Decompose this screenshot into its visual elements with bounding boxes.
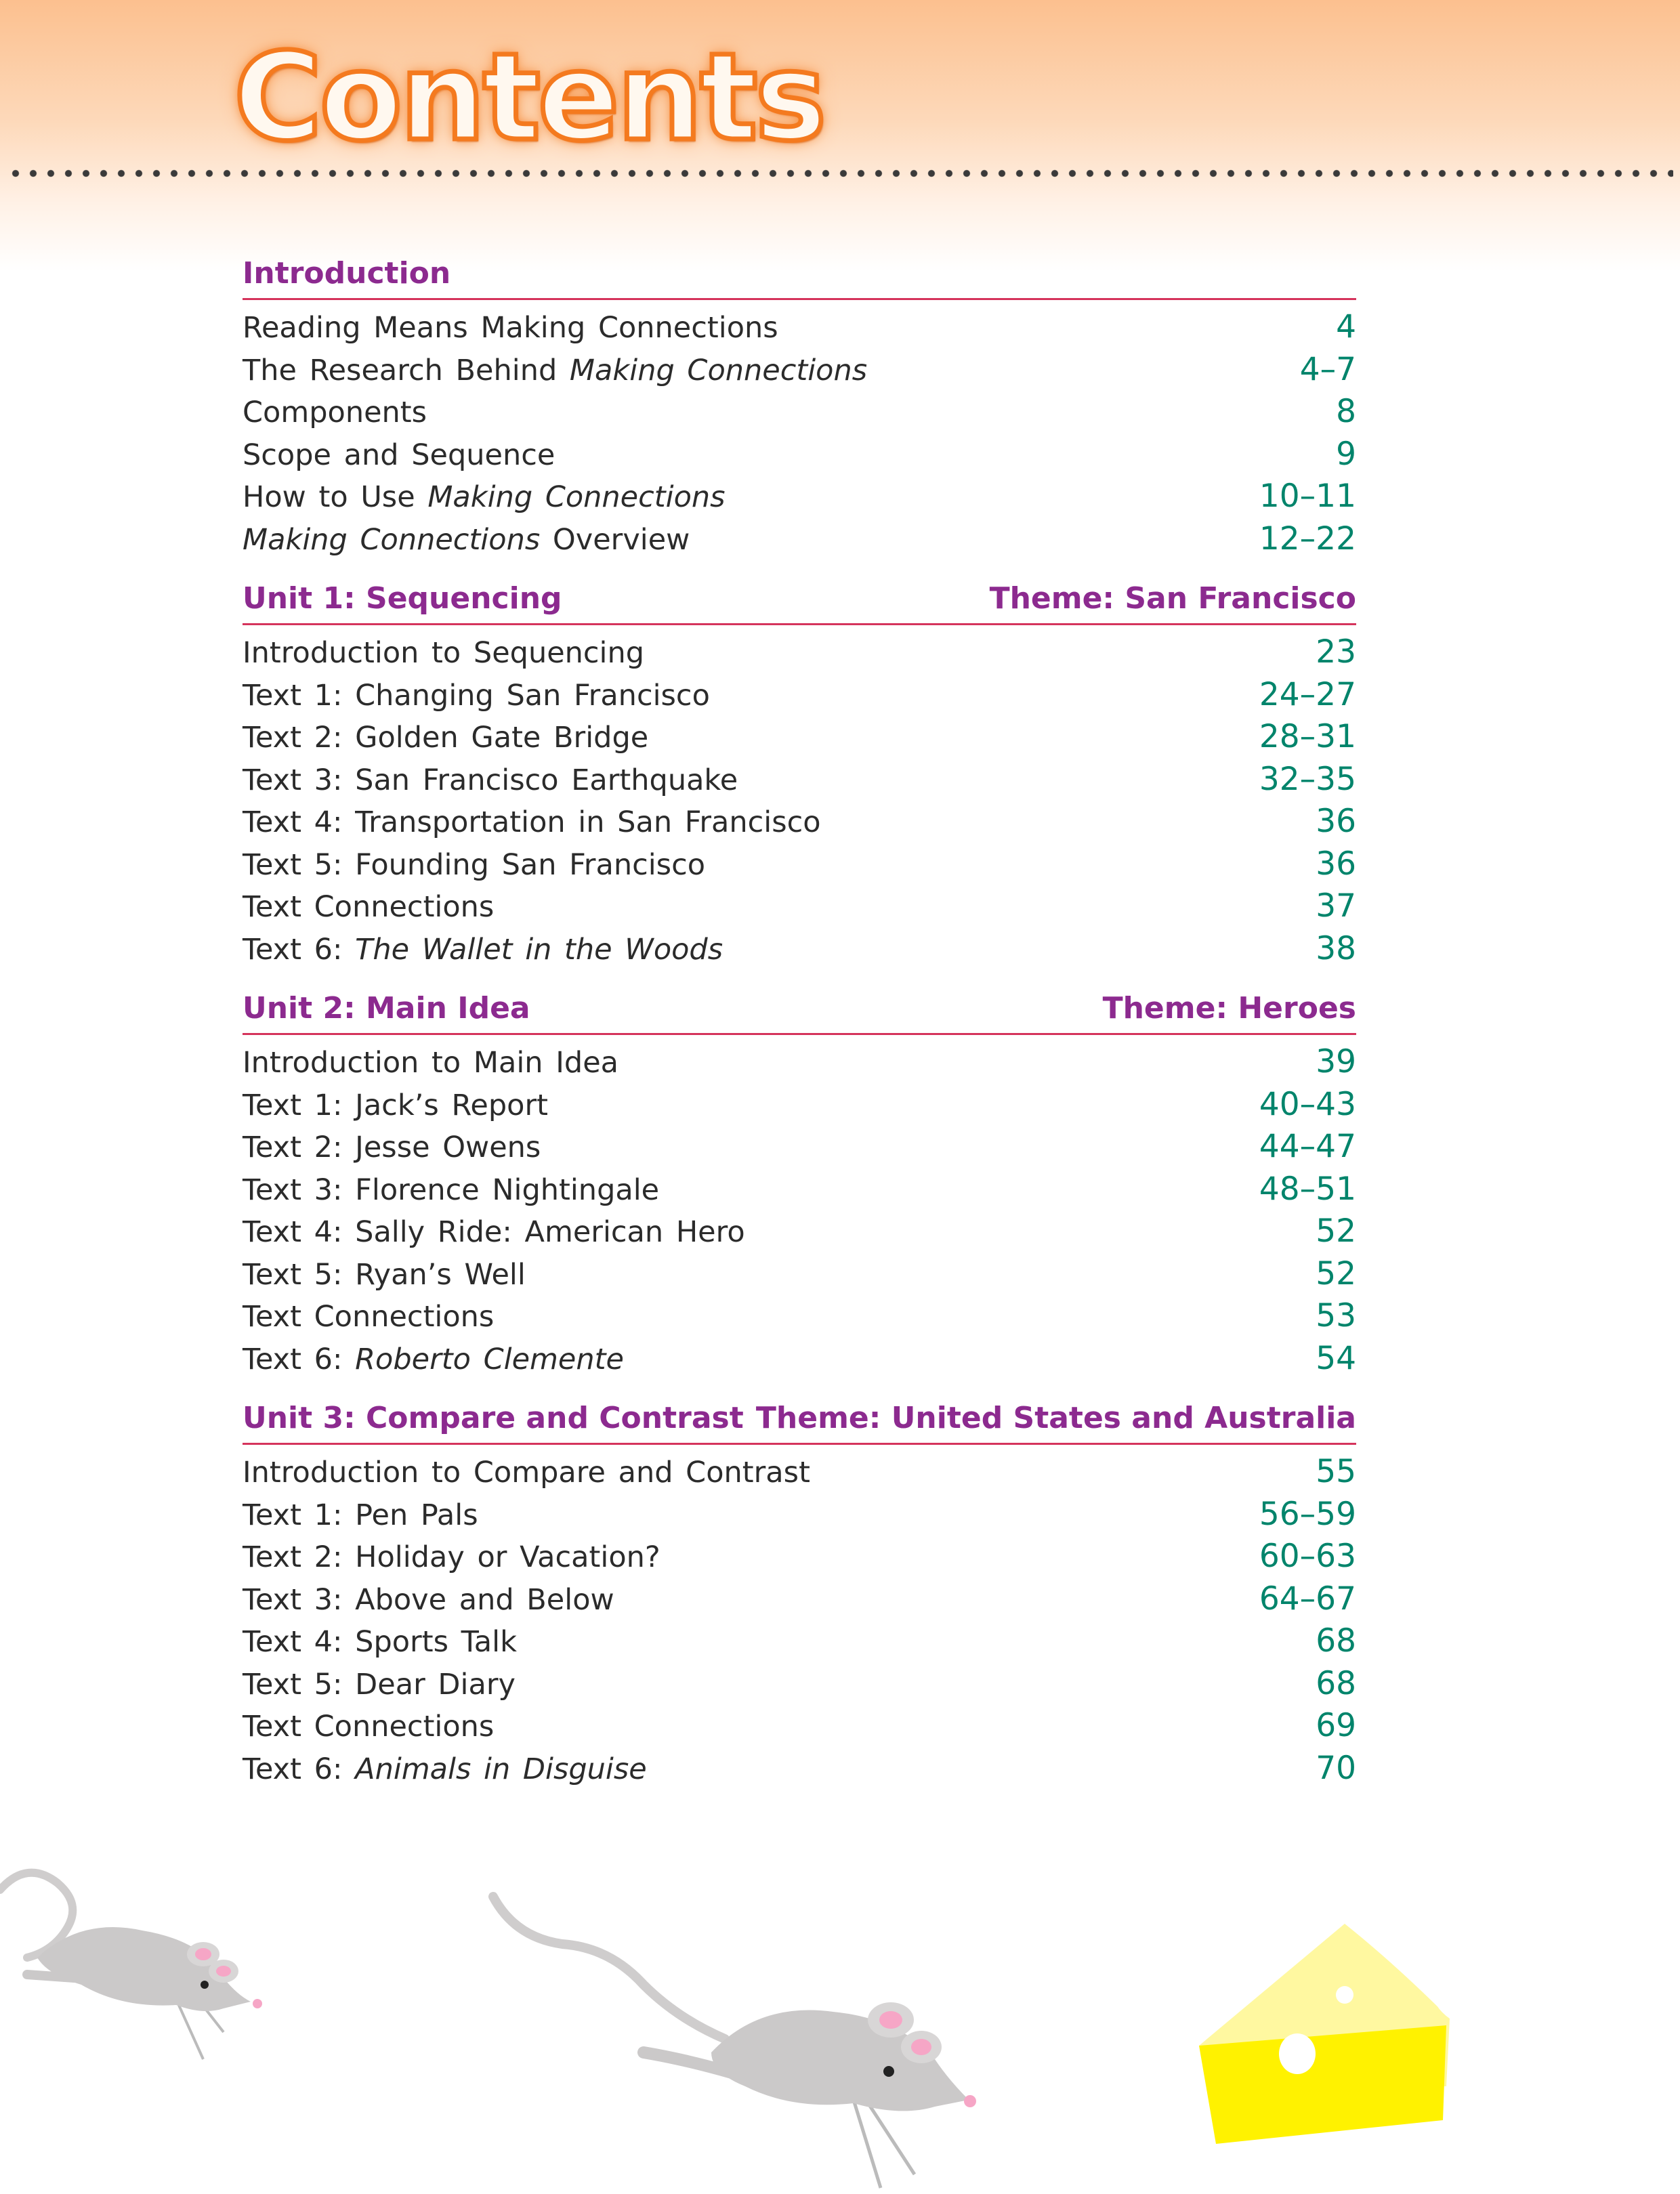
entry-title bbox=[243, 523, 690, 557]
toc-entry bbox=[243, 1297, 1356, 1340]
page-number: 44–47 bbox=[1259, 1128, 1356, 1165]
entry-title bbox=[243, 763, 738, 797]
entry-title-pre: Scope and Sequence bbox=[243, 438, 555, 472]
section-heading bbox=[243, 249, 1356, 300]
section-heading bbox=[243, 1394, 1356, 1445]
toc-entry bbox=[243, 887, 1356, 930]
entry-title bbox=[243, 848, 705, 882]
entry-title bbox=[243, 1343, 624, 1376]
entry-title bbox=[243, 721, 648, 755]
entry-title-pre: Text 6: bbox=[243, 1752, 356, 1786]
toc-entry bbox=[243, 351, 1356, 394]
entry-title bbox=[243, 1498, 478, 1532]
entry-title bbox=[243, 890, 494, 924]
toc-entry bbox=[243, 1255, 1356, 1298]
mouse-small-icon bbox=[0, 1873, 262, 2059]
page-number: 70 bbox=[1316, 1749, 1356, 1787]
entry-title bbox=[243, 1215, 745, 1249]
entry-title bbox=[243, 1540, 660, 1574]
entry-title bbox=[243, 1710, 494, 1744]
toc-entry bbox=[243, 478, 1356, 520]
toc-entry bbox=[243, 803, 1356, 845]
toc-entry bbox=[243, 1128, 1356, 1170]
toc-entry bbox=[243, 308, 1356, 351]
entry-title bbox=[243, 396, 427, 429]
entry-title bbox=[243, 805, 821, 839]
entry-title-pre: Text 5: Dear Diary bbox=[243, 1667, 516, 1702]
page-number: 4 bbox=[1336, 308, 1356, 345]
entry-title-pre: Text Connections bbox=[243, 1710, 495, 1744]
section-theme: Theme: San Francisco bbox=[989, 581, 1356, 616]
entry-title-pre: Text 3: San Francisco Earthquake bbox=[243, 763, 738, 797]
entry-title-pre: The Research Behind bbox=[243, 353, 570, 387]
page-number: 12–22 bbox=[1259, 520, 1356, 557]
entry-title-pre: Text 4: Sally Ride: American Hero bbox=[243, 1215, 745, 1249]
toc-entry bbox=[243, 1750, 1356, 1792]
entry-title bbox=[243, 1046, 618, 1080]
entry-list bbox=[243, 1445, 1356, 1804]
page-number: 52 bbox=[1316, 1254, 1356, 1292]
entry-title-it: Making Connections bbox=[243, 522, 541, 557]
entry-title-pre: Text Connections bbox=[243, 1300, 495, 1334]
entry-title bbox=[243, 354, 867, 387]
toc-entry bbox=[243, 436, 1356, 478]
entry-title bbox=[243, 1668, 516, 1702]
entry-title bbox=[243, 1625, 517, 1659]
entry-title-pre: Text Connections bbox=[243, 890, 495, 924]
entry-title-pre: Text 3: Florence Nightingale bbox=[243, 1173, 660, 1207]
page-number: 38 bbox=[1316, 929, 1356, 967]
toc-entry bbox=[243, 1496, 1356, 1538]
page-title: Contents bbox=[234, 27, 824, 167]
entry-title bbox=[243, 1173, 659, 1207]
toc-entry bbox=[243, 1043, 1356, 1086]
toc-entry bbox=[243, 1453, 1356, 1496]
toc-entry bbox=[243, 520, 1356, 563]
toc-entry bbox=[243, 761, 1356, 803]
section-title: Unit 1: Sequencing bbox=[243, 581, 562, 616]
section-heading bbox=[243, 574, 1356, 625]
entry-list bbox=[243, 300, 1356, 574]
entry-title-pre: Text 5: Founding San Francisco bbox=[243, 847, 706, 882]
page-number: 8 bbox=[1336, 393, 1356, 430]
entry-title-pre: Text 6: bbox=[243, 932, 356, 967]
toc-entry bbox=[243, 1086, 1356, 1128]
toc-entry bbox=[243, 1538, 1356, 1580]
entry-title-pre: Reading Means Making Connections bbox=[243, 311, 778, 345]
entry-title-pre: Text 2: Golden Gate Bridge bbox=[243, 721, 649, 755]
entry-title-pre: Text 1: Changing San Francisco bbox=[243, 678, 710, 713]
entry-title-pre: How to Use bbox=[243, 480, 428, 514]
section-title: Unit 2: Main Idea bbox=[243, 991, 530, 1026]
entry-title bbox=[243, 1131, 541, 1164]
page-number: 64–67 bbox=[1259, 1580, 1356, 1618]
section-title: Unit 3: Compare and Contrast bbox=[243, 1401, 744, 1435]
entry-title bbox=[243, 636, 644, 670]
entry-title-pre: Introduction to Main Idea bbox=[243, 1046, 618, 1080]
section-title: Introduction bbox=[243, 256, 451, 291]
toc-entry bbox=[243, 1170, 1356, 1213]
entry-title-pre: Text 2: Holiday or Vacation? bbox=[243, 1540, 660, 1574]
entry-title-pre: Introduction to Compare and Contrast bbox=[243, 1456, 810, 1490]
entry-title-pre: Text 5: Ryan’s Well bbox=[243, 1257, 526, 1292]
page-number: 52 bbox=[1316, 1212, 1356, 1250]
entry-title-pre: Text 3: Above and Below bbox=[243, 1582, 614, 1617]
entry-title-it: Roberto Clemente bbox=[355, 1342, 624, 1376]
page-number: 68 bbox=[1316, 1622, 1356, 1660]
entry-title-it: Animals in Disguise bbox=[355, 1752, 647, 1786]
toc-entry bbox=[243, 1212, 1356, 1255]
entry-title-it: The Wallet in the Woods bbox=[355, 932, 723, 967]
toc-entry bbox=[243, 845, 1356, 888]
entry-title-it: Making Connections bbox=[427, 480, 726, 514]
toc-entry bbox=[243, 930, 1356, 973]
dotted-divider bbox=[7, 168, 1673, 179]
page-number: 39 bbox=[1316, 1043, 1356, 1080]
entry-title bbox=[243, 1456, 810, 1490]
decorations bbox=[0, 1856, 1680, 2194]
section-heading bbox=[243, 984, 1356, 1035]
entry-title-pre: Text 1: Jack’s Report bbox=[243, 1088, 549, 1122]
section-theme: Theme: United States and Australia bbox=[755, 1401, 1356, 1435]
page-number: 36 bbox=[1316, 803, 1356, 840]
toc-entry bbox=[243, 1707, 1356, 1750]
page-number: 55 bbox=[1316, 1453, 1356, 1490]
table-of-contents bbox=[243, 249, 1356, 1804]
entry-title bbox=[243, 1752, 647, 1786]
page-number: 9 bbox=[1336, 435, 1356, 473]
page-number: 53 bbox=[1316, 1297, 1356, 1334]
entry-title bbox=[243, 1258, 526, 1292]
entry-title bbox=[243, 480, 726, 514]
page-number: 4–7 bbox=[1299, 350, 1356, 388]
toc-entry bbox=[243, 393, 1356, 436]
entry-title bbox=[243, 1300, 494, 1334]
entry-title bbox=[243, 1583, 614, 1617]
entry-title bbox=[243, 311, 778, 345]
toc-entry bbox=[243, 1580, 1356, 1623]
entry-title-pre: Text 4: Transportation in San Francisco bbox=[243, 805, 821, 839]
entry-title-post: Overview bbox=[540, 522, 690, 557]
entry-title-pre: Text 6: bbox=[243, 1342, 356, 1376]
entry-list bbox=[243, 625, 1356, 984]
page-number: 69 bbox=[1316, 1707, 1356, 1744]
page-number: 32–35 bbox=[1259, 760, 1356, 798]
cheese-icon bbox=[1199, 1924, 1455, 2144]
page-number: 40–43 bbox=[1259, 1085, 1356, 1123]
entry-title bbox=[243, 1089, 548, 1122]
mouse-large-icon bbox=[493, 1897, 976, 2188]
entry-title-pre: Introduction to Sequencing bbox=[243, 636, 645, 670]
entry-title bbox=[243, 679, 710, 713]
page-number: 60–63 bbox=[1259, 1538, 1356, 1575]
toc-entry bbox=[243, 676, 1356, 719]
entry-title bbox=[243, 438, 555, 472]
entry-list bbox=[243, 1035, 1356, 1394]
page-number: 10–11 bbox=[1259, 478, 1356, 515]
entry-title-pre: Components bbox=[243, 396, 427, 429]
toc-entry bbox=[243, 1340, 1356, 1383]
page-number: 54 bbox=[1316, 1339, 1356, 1377]
entry-title-it: Making Connections bbox=[569, 353, 868, 387]
page-number: 68 bbox=[1316, 1664, 1356, 1702]
entry-title-pre: Text 2: Jesse Owens bbox=[243, 1131, 541, 1164]
page-number: 36 bbox=[1316, 845, 1356, 883]
entry-title bbox=[243, 933, 723, 967]
toc-entry bbox=[243, 718, 1356, 761]
page-number: 37 bbox=[1316, 887, 1356, 925]
entry-title-pre: Text 1: Pen Pals bbox=[243, 1498, 478, 1532]
page-number: 23 bbox=[1316, 633, 1356, 671]
toc-entry bbox=[243, 633, 1356, 676]
page-number: 24–27 bbox=[1259, 675, 1356, 713]
page-number: 48–51 bbox=[1259, 1170, 1356, 1208]
section-theme: Theme: Heroes bbox=[1102, 991, 1356, 1026]
toc-entry bbox=[243, 1622, 1356, 1665]
entry-title-pre: Text 4: Sports Talk bbox=[243, 1625, 518, 1659]
toc-entry bbox=[243, 1665, 1356, 1708]
page-number: 28–31 bbox=[1259, 718, 1356, 755]
page-number: 56–59 bbox=[1259, 1495, 1356, 1533]
